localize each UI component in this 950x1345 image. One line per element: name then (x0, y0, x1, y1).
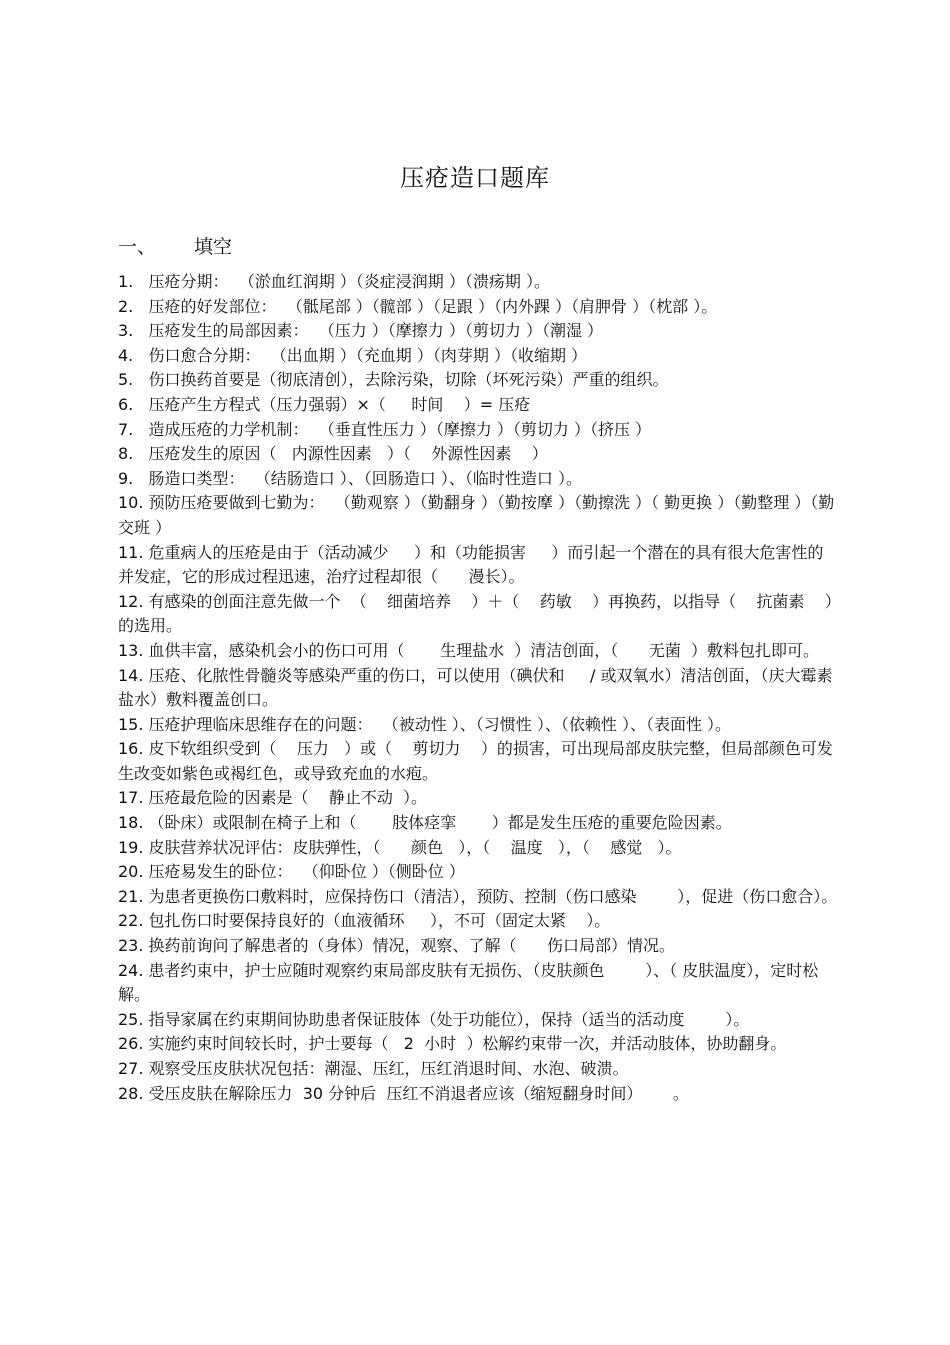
question-item: 14. 压疮、化脓性骨髓炎等感染严重的伤口，可以使用（碘伏和 / 或双氧水）清洁创面，（庆大霉素盐水）敷料覆盖创口。 (118, 665, 833, 710)
question-item: 15. 压疮护理临床思维存在的问题： （被动性 ）、（习惯性 ）、（依赖性 ）、（表面性 ）。 (118, 714, 732, 734)
question-item: 8. 压疮发生的原因（ 内源性因素 ）（ 外源性因素 ） (118, 444, 548, 464)
question-item: 16. 皮下软组织受到（ 压力 ）或（ 剪切力 ）的损害，可出现局部皮肤完整，但局部颜色可发生改变如紫色或褐红色，或导致充血的水疱。 (118, 739, 833, 783)
question-item: 26. 实施约束时间较长时，护士要每（ 2 小时 ）松解约束带一次，并活动肢体，协助翻身。 (118, 1034, 787, 1054)
question-item: 27. 观察受压皮肤状况包括：潮湿、压红，压红消退时间、水泡、破溃。 (118, 1059, 629, 1078)
question-item: 13. 血供丰富，感染机会小的伤口可用（ 生理盐水 ）清洁创面，（ 无菌 ）敷料包扎即可。 (118, 640, 819, 660)
question-item: 2. 压疮的好发部位： （骶尾部 ）（髋部 ）（足跟 ）（内外踝 ）（肩胛骨 ）（枕部 ）。 (118, 296, 718, 316)
question-item: 10. 预防压疮要做到七勤为： （勤观察 ）（勤翻身 ）（勤按摩 ）（勤擦洗 ）（ 勤更换 ）（勤整理 ）（勤交班 ） (118, 493, 835, 537)
page-title: 压疮造口题库 (400, 164, 550, 192)
question-item: 20. 压疮易发生的卧位： （仰卧位 ）（侧卧位 ） (118, 862, 465, 882)
question-item: 9. 肠造口类型： （结肠造口 ）、（回肠造口 ）、（临时性造口 ）。 (118, 468, 582, 488)
question-item: 12. 有感染的创面注意先做一个 （ 细菌培养 ）＋（ 药敏 ）再换药，以指导（ 抗菌素 ）的选用。 (118, 591, 833, 636)
section-heading (118, 232, 232, 259)
question-item: 23. 换药前询问了解患者的（身体）情况，观察、了解（ 伤口局部）情况。 (118, 936, 676, 956)
question-item: 19. 皮肤营养状况评估：皮肤弹性，（ 颜色 ），（ 温度 ），（ 感觉 ）。 (118, 837, 682, 857)
question-item: 11. 危重病人的压疮是由于（活动减少 ）和（功能损害 ）而引起一个潜在的具有很大危害性的并发症，它的形成过程迅速，治疗过程却很（ 漫长）。 (118, 542, 824, 587)
section-number: 一、 (118, 236, 157, 258)
question-item: 5. 伤口换药首要是（彻底清创），去除污染，切除（坏死污染）严重的组织。 (118, 370, 669, 390)
section-label: 填空 (194, 236, 233, 258)
question-item: 4. 伤口愈合分期： （出血期 ）（充血期 ）（肉芽期 ）（收缩期 ） (118, 345, 588, 365)
question-item: 7. 造成压疮的力学机制： （垂直性压力 ）（摩擦力 ）（剪切力 ）（挤压 ） (118, 419, 652, 439)
question-item: 6. 压疮产生方程式（压力强弱）×（ 时间 ）= 压疮 (118, 394, 531, 414)
question-item: 22. 包扎伤口时要保持良好的（血液循环 ），不可（固定太紧 ）。 (118, 911, 611, 931)
question-item: 18. （卧床）或限制在椅子上和（ 肢体痉挛 ）都是发生压疮的重要危险因素。 (118, 813, 732, 833)
question-item: 21. 为患者更换伤口敷料时，应保持伤口（清洁），预防、控制（伤口感染 ），促进（伤口愈合）。 (118, 886, 838, 906)
question-list (118, 270, 838, 1106)
question-item: 24. 患者约束中，护士应随时观察约束局部皮肤有无损伤、（皮肤颜色 ）、（ 皮肤温度），定时松解。 (118, 960, 819, 1005)
question-item: 1. 压疮分期： （淤血红润期 ）（炎症浸润期 ）（溃疡期 ）。 (118, 272, 550, 291)
question-item: 25. 指导家属在约束期间协助患者保证肢体（处于功能位），保持（适当的活动度 ）。 (118, 1009, 750, 1029)
question-item: 17. 压疮最危险的因素是（ 静止不动 ）。 (118, 788, 428, 808)
question-item: 28. 受压皮肤在解除压力 30 分钟后 压红不消退者应该（缩短翻身时间） 。 (118, 1083, 689, 1103)
question-item: 3. 压疮发生的局部因素： （压力 ）（摩擦力 ）（剪切力 ）（潮湿 ） (118, 321, 604, 341)
